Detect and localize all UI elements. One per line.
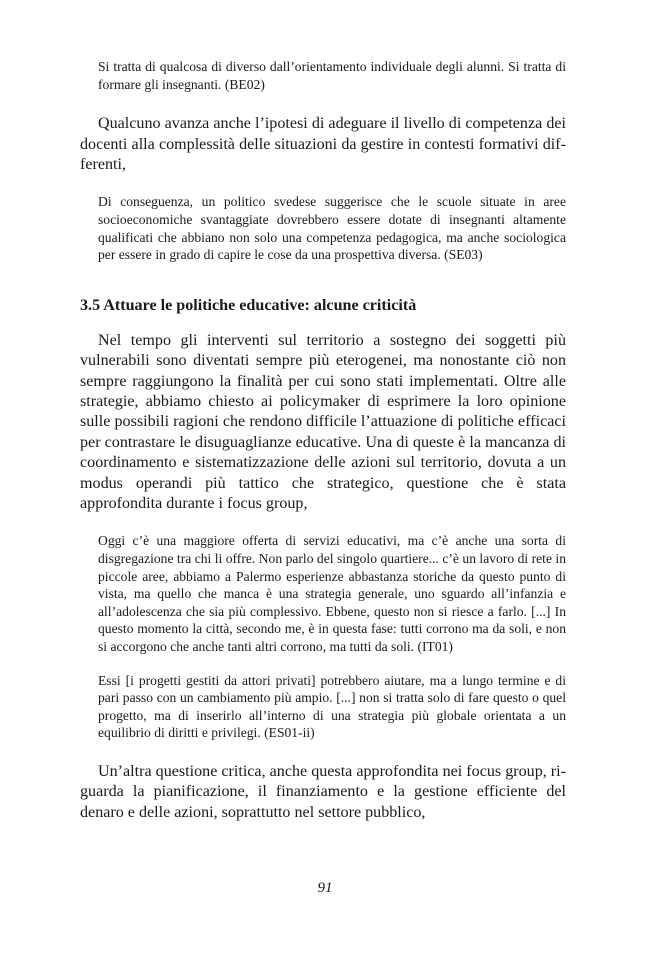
block-quote-se03: Di conseguenza, un politico svedese suggerisce che le scuole situate in aree socioeconomiche svantaggiate dovrebbero essere dotate di insegnanti altamente qualificati che abbiano non solo una competenza pedagogica, ma anche sociologica per essere in grado di capire le cose da una prospettiva diversa. (SE03) [98, 194, 566, 263]
section-heading: 3.5 Attuare le politiche educative: alcune criticità [80, 296, 417, 314]
paragraph-teacher-competence: Qualcuno avanza anche l’ipotesi di adeguare il livello di competenza dei docenti alla complessità delle situazioni da gestire in contesti formativi differenti, [80, 115, 566, 173]
block-quote-be02: Si tratta di qualcosa di diverso dall’orientamento individuale degli alunni. Si tratta di formare gli insegnanti. (BE02) [98, 59, 566, 92]
page-number: 91 [317, 880, 333, 896]
block-quote-it01: Oggi c’è una maggiore offerta di servizi educativi, ma c’è anche una sorta di disgregazione tra chi li offre. Non parlo del singolo quartiere... c’è un lavoro di rete in piccole aree, abbiamo a Palermo esperienze abbastanza storiche da questo punto di vista, ma quello che manca è una strategia generale, uno sguardo all’infanzia e all’adolescenza che sia più complessivo. Ebbene, questo non si riesce a farlo. [...] In questo momento la città, secondo me, è in questa fase: tutti corrono ma da soli, e non si accorgono che anche tanti altri corrono, ma tutti da soli. (IT01) [98, 533, 566, 654]
block-quote-es01: Essi [i progetti gestiti da attori privati] potrebbero aiutare, ma a lungo termine e di pari passo con un cambiamento più ampio. [...] non si tratta solo di fare questo o quel progetto, ma di inserirlo all’interno di una strategia più globale orientata a un equilibrio di diritti e privilegi. (ES01-ii) [98, 672, 566, 741]
paragraph-planning: Un’altra questione critica, anche questa approfondita nei focus group, riguarda la pianificazione, il finanziamento e la gestione efficiente del denaro e delle azioni, soprattutto nel settore pubblico, [80, 762, 566, 821]
page-body [80, 58, 566, 823]
paragraph-interventions: Nel tempo gli interventi sul territorio a sostegno dei soggetti più vulnerabili sono diventati sempre più eterogenei, ma nonostante ciò non sempre raggiungono la finalità per cui sono stati implementati. Oltre alle strategie, abbiamo chiesto ai policymaker di esprimere la loro opinione sulle possibili ragioni che rendono difficile l’attuazione di politiche efficaci per contrastare le disuguaglianze educative. Una di queste è la mancanza di coordinamento e sistematizzazione delle azioni sul territorio, dovuta a un modus operandi più tattico che strategico, questione che è stata approfondita durante i focus group, [80, 331, 566, 513]
